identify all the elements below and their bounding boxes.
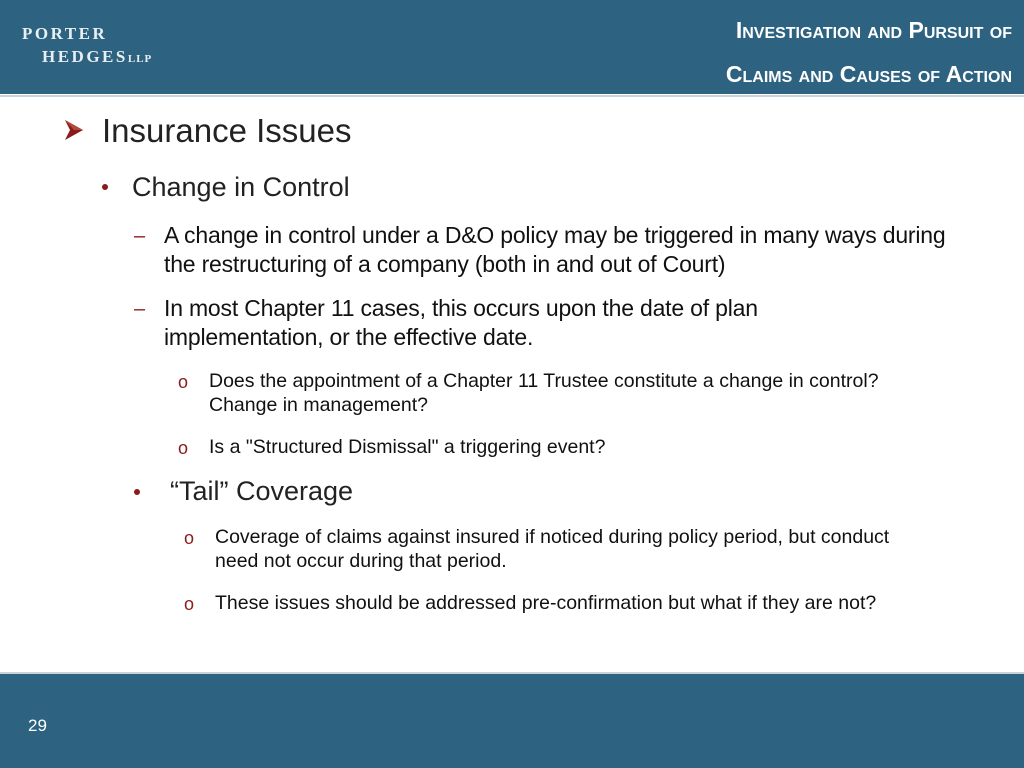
bullet-dot-icon (102, 184, 108, 190)
section1-subitem-1: Does the appointment of a Chapter 11 Trustee constitute a change in control? Change in management? (209, 370, 879, 416)
section1-item-2: In most Chapter 11 cases, this occurs upon the date of plan implementation, or the effective date. (164, 295, 758, 350)
logo-suffix: LLP (127, 53, 153, 65)
arrow-bullet-icon (62, 118, 86, 142)
section2-subitem-2: These issues should be addressed pre-confirmation but what if they are not? (215, 592, 877, 614)
header-banner (0, 0, 1024, 94)
footer-banner (0, 674, 1024, 768)
section2-label: “Tail” Coverage (170, 476, 354, 506)
logo-line-2 (42, 45, 152, 71)
slide-title-line-2: Claims and Causes of Action (725, 61, 1012, 87)
dash-bullet-icon: – (134, 298, 146, 320)
logo-line-1: PORTER (22, 24, 108, 43)
circle-bullet-icon: o (178, 372, 189, 392)
company-logo (22, 22, 152, 71)
section1-subitem-2: Is a "Structured Dismissal" a triggering event? (209, 436, 606, 458)
section-heading: Insurance Issues (102, 112, 352, 149)
slide-title (726, 8, 1012, 96)
slide-title-line-1: Investigation and Pursuit of (735, 17, 1012, 43)
dash-bullet-icon: – (134, 225, 146, 247)
logo-line-2-text: HEDGES (42, 47, 128, 66)
section1-label: Change in Control (132, 172, 350, 202)
bullet-dot-icon (134, 489, 140, 495)
section2-subitem-1: Coverage of claims against insured if noticed during policy period, but conduct need not occur during that period. (215, 526, 890, 572)
page-number: 29 (28, 716, 47, 735)
header-divider (0, 95, 1024, 97)
section1-item-1: A change in control under a D&O policy may be triggered in many ways during the restructuring of a company (both in and out of Court) (164, 222, 946, 277)
circle-bullet-icon: o (178, 438, 189, 458)
circle-bullet-icon: o (184, 528, 195, 548)
circle-bullet-icon: o (184, 594, 195, 614)
